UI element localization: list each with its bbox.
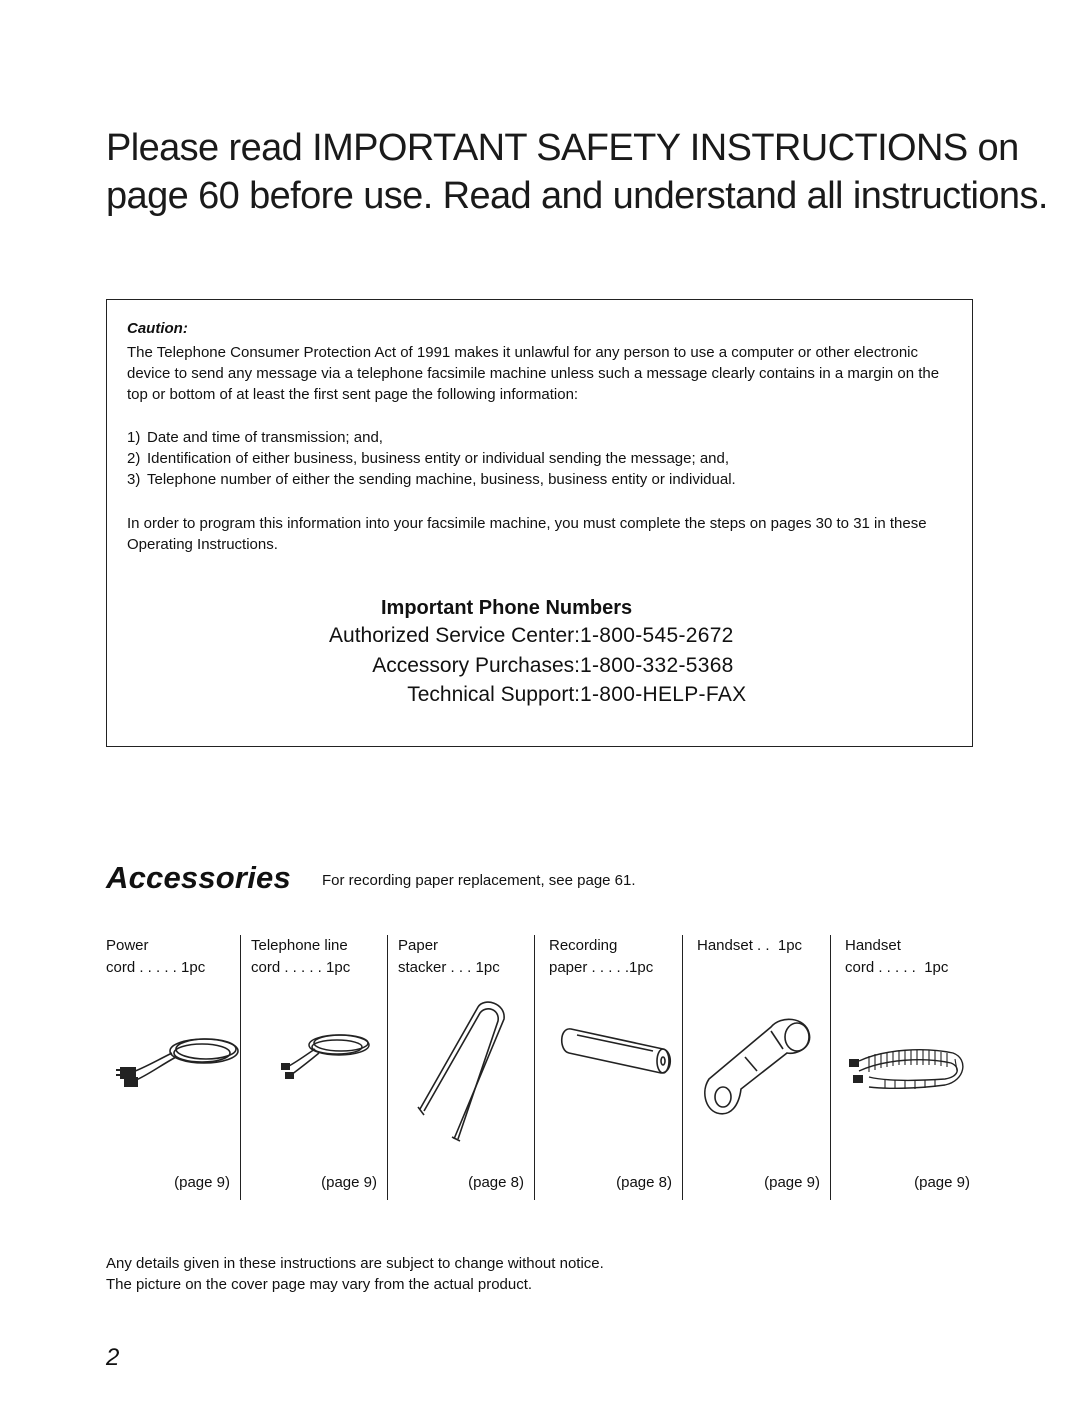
accessories-grid [106, 935, 974, 1200]
phones-title: Important Phone Numbers [381, 597, 633, 619]
list-item [127, 427, 957, 448]
caution-note: In order to program this information into your facsimile machine, you must complete the steps on pages 30 to 31 in these Operating Instructions. [127, 515, 927, 553]
list-item-number: 3) [127, 471, 141, 488]
caution-list [127, 427, 957, 490]
phone-row-service [107, 624, 974, 650]
accessories-note: For recording paper replacement, see page 61. [322, 872, 636, 889]
recording-paper-roll-icon [557, 1023, 677, 1079]
phone-number: 1-800-545-2672 [580, 624, 734, 647]
accessory-name: Power cord . . . . . 1pc [106, 937, 206, 976]
power-cord-icon [112, 1023, 240, 1093]
accessory-telephone-line-cord [240, 935, 387, 1200]
accessory-name: Telephone line cord . . . . . 1pc [251, 937, 351, 976]
phone-row-accessory [107, 654, 974, 680]
accessory-handset-cord [830, 935, 974, 1200]
footer-notice [106, 1253, 906, 1295]
accessory-name: Recording paper . . . . .1pc [549, 937, 654, 976]
accessories-title: Accessories [106, 860, 291, 895]
paper-stacker-icon [414, 999, 514, 1149]
footer-line-2: The picture on the cover page may vary from the actual product. [106, 1276, 533, 1293]
page-number: 2 [106, 1344, 120, 1371]
phone-label: Technical Support: [407, 683, 580, 706]
handset-icon [701, 1009, 821, 1119]
phone-number: 1-800-332-5368 [580, 654, 734, 677]
caution-title: Caution: [127, 320, 188, 337]
accessory-page-ref: (page 9) [764, 1174, 820, 1191]
caution-body: The Telephone Consumer Protection Act of 1991 makes it unlawful for any person to use a computer or other electronic device to send any message via a telephone facsimile machine unless such a message clearly contains in a margin on the top or bottom of at least the first sent page the following information: [127, 344, 940, 403]
accessory-power-cord [106, 935, 240, 1200]
accessory-name: Handset cord . . . . . 1pc [845, 937, 949, 976]
accessory-handset [682, 935, 830, 1200]
list-item-number: 1) [127, 429, 141, 446]
headline-line-2: page 60 before use. Read and understand all instructions. [106, 175, 1048, 217]
footer-line-1: Any details given in these instructions are subject to change without notice. [106, 1255, 604, 1272]
telephone-line-cord-icon [277, 1017, 377, 1087]
phone-label: Authorized Service Center: [329, 624, 580, 647]
headline-line-1: Please read IMPORTANT SAFETY INSTRUCTIONS on [106, 127, 1019, 169]
list-item [127, 448, 957, 469]
accessory-page-ref: (page 9) [321, 1174, 377, 1191]
list-item-text: Date and time of transmission; and, [147, 429, 383, 446]
accessory-recording-paper [534, 935, 682, 1200]
accessory-page-ref: (page 8) [616, 1174, 672, 1191]
accessory-page-ref: (page 9) [914, 1174, 970, 1191]
phone-number: 1-800-HELP-FAX [580, 683, 747, 706]
accessory-name: Paper stacker . . . 1pc [398, 937, 500, 976]
accessory-name: Handset . . 1pc [697, 937, 803, 954]
handset-cord-icon [845, 1031, 971, 1101]
list-item-number: 2) [127, 450, 141, 467]
list-item-text: Telephone number of either the sending machine, business, business entity or individual. [147, 471, 736, 488]
phone-row-support [107, 683, 974, 709]
list-item-text: Identification of either business, business entity or individual sending the message; and, [147, 450, 730, 467]
accessory-paper-stacker [387, 935, 534, 1200]
list-item [127, 469, 957, 490]
phone-label: Accessory Purchases: [372, 654, 580, 677]
accessory-page-ref: (page 8) [468, 1174, 524, 1191]
safety-headline [106, 124, 1048, 220]
caution-box [106, 299, 973, 747]
accessory-page-ref: (page 9) [174, 1174, 230, 1191]
